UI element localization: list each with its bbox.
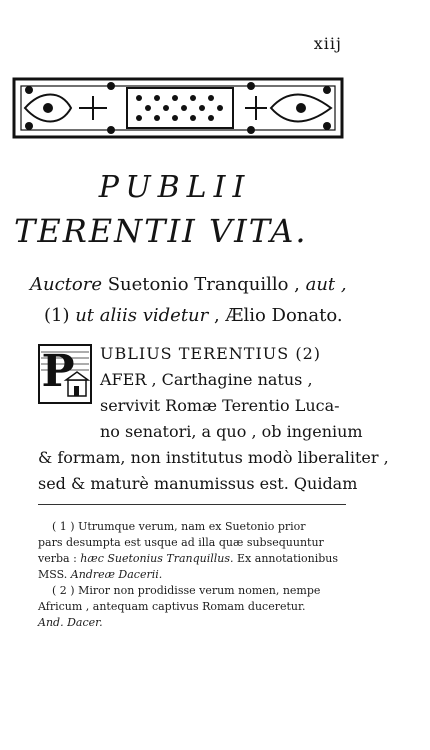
author-line-1	[30, 274, 347, 295]
footnote-line-3	[38, 552, 338, 565]
footnote-3-c: Ex annotationibus	[233, 552, 339, 565]
body-line-2: AFER , Carthagine natus ,	[100, 370, 313, 389]
body-line-5: & formam, non institutus modò liberaliter ,	[38, 448, 389, 467]
footnote-3-a: verba :	[38, 552, 77, 565]
page-number: xiij	[313, 34, 342, 53]
footnote-line-1: ( 1 ) Utrumque verum, nam ex Suetonio prior	[52, 520, 306, 533]
footnote-3-b: hæc Suetonius Tranquillus.	[76, 552, 234, 565]
author-line-2	[44, 305, 343, 326]
author-italic-2: ut aliis videtur	[75, 305, 209, 326]
author-tail: aut ,	[305, 274, 347, 295]
author-italic: Auctore	[30, 274, 102, 295]
footnote-line-7	[38, 616, 103, 629]
footnote-4-b: Andreæ Dacerii.	[67, 568, 163, 581]
body-line-6: sed & maturè manumissus est. Quidam	[38, 474, 358, 493]
author-roman-2: , Ælio Donato.	[208, 305, 343, 326]
footnote-line-6: Africum , antequam captivus Romam duceretur.	[38, 600, 306, 613]
body-line-3: servivit Romæ Terentio Luca-	[100, 396, 340, 415]
initial-letter: P	[41, 346, 75, 397]
footnote-line-5: ( 2 ) Miror non prodidisse verum nomen, nempe	[52, 584, 321, 597]
footnote-line-4	[38, 568, 162, 581]
body-line-4: no senatori, a quo , ob ingenium	[100, 422, 363, 441]
footnote-divider	[38, 504, 346, 505]
ornamental-headpiece	[11, 76, 345, 140]
footnote-7-a: And. Dacer.	[38, 616, 103, 629]
note-ref: (1)	[44, 305, 76, 326]
decorated-initial	[38, 344, 92, 404]
footnote-line-2: pars desumpta est usque ad illa quæ subsequuntur	[38, 536, 324, 549]
body-line-1: UBLIUS TERENTIUS (2)	[100, 344, 321, 363]
author-roman: Suetonio Tranquillo ,	[102, 274, 306, 295]
title-line-1: PUBLII	[98, 170, 252, 205]
title-line-2: TERENTII VITA.	[14, 212, 308, 250]
footnote-4-a: MSS.	[38, 568, 68, 581]
